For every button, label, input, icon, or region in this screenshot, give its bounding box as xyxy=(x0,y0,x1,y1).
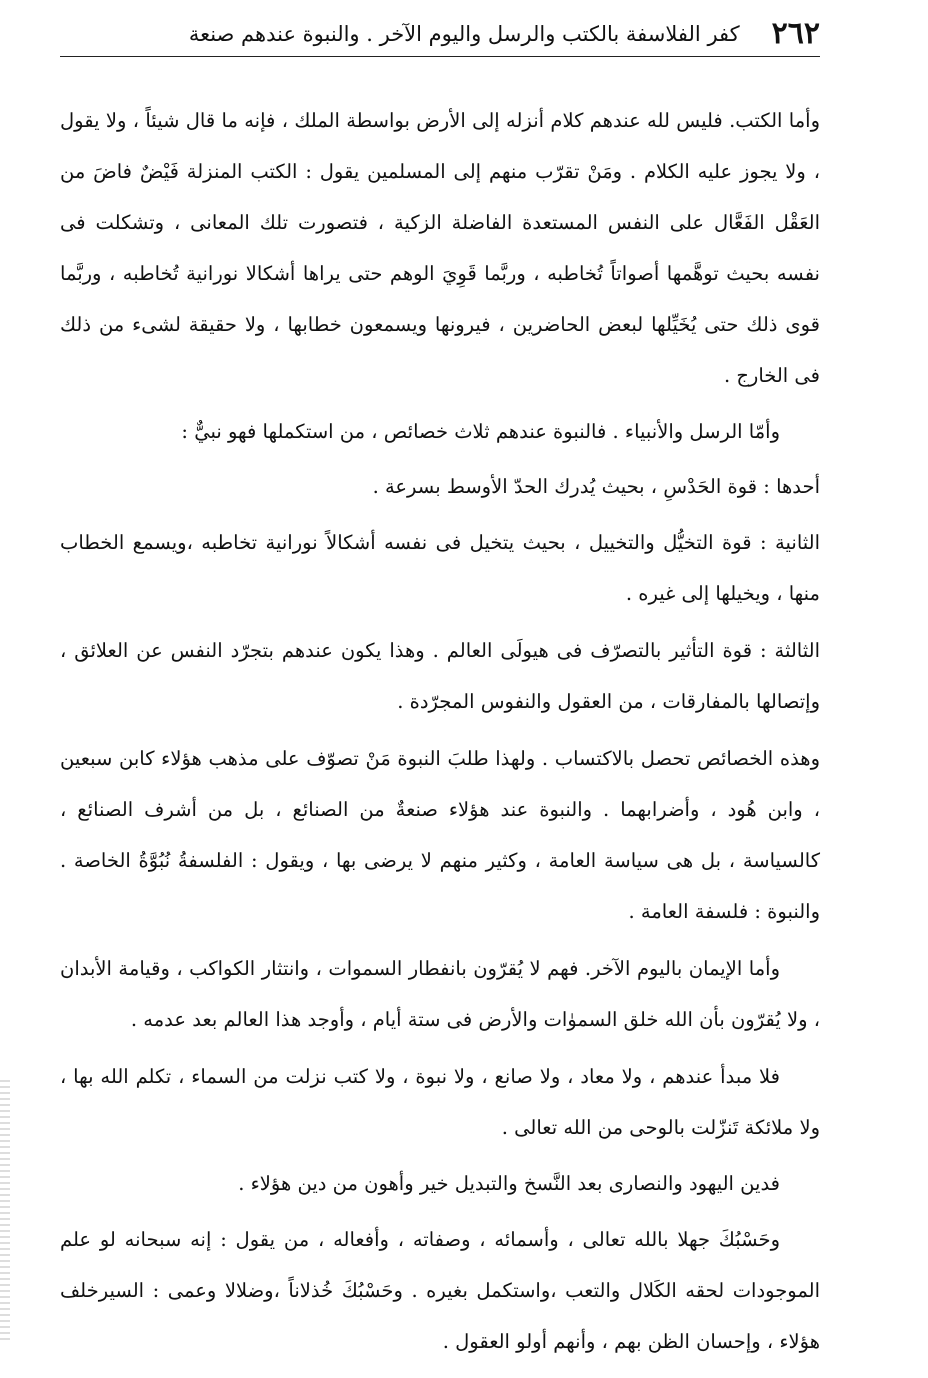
paragraph-last-day: وأما الإيمان باليوم الآخر. فهم لا يُقرّون بانفطار السموات ، وانتثار الكواكب ، وقيامة الأبدان ، ولا يُقرّون بأن الله خلق السموٰات والأرض فى ستة أيام ، وأوجد هذا العالم بعد عدمه . xyxy=(60,957,820,1031)
paragraph-jews-christians: فدين اليهود والنصارى بعد النَّسخ والتبديل خير وأهون من دين هؤلاء . xyxy=(238,1172,780,1195)
book-page xyxy=(60,8,820,1368)
running-title: كفر الفلاسفة بالكتب والرسل واليوم الآخر . والنبوة عندهم صنعة xyxy=(188,22,740,46)
page-number: ٢٦٢ xyxy=(771,16,820,51)
paragraph-books: وأما الكتب. فليس لله عندهم كلام أنزله إلى الأرض بواسطة الملك ، فإنه ما قال شيئاً ، ولا يقول ، ولا يجوز عليه الكلام . ومَنْ تقرّب منهم إلى المسلمين يقول : الكتب المنزلة فَيْضٌ فاضَ من العَقْل الفَعَّال على النفس المستعدة الفاضلة الزكية ، فتصورت تلك المعانى ، وتشكلت فى نفسه بحيث توهَّمها أصواتاً تُخاطبه ، وربَّما قَوِيَ الوهم حتى يراها أشكالا نورانية تُخاطبه ، وربَّما قوى ذلك حتى يُخَيِّلها لبعض الحاضرين ، فيرونها ويسمعون خطابها ، ولا حقيقة لشىء من ذلك فى الخارج . xyxy=(60,109,820,387)
page-body xyxy=(60,95,820,1367)
paragraph-prophets: وأمّا الرسل والأنبياء . فالنبوة عندهم ثلاث خصائص ، من استكملها فهو نبيٌّ : xyxy=(181,420,780,443)
paragraph-acquisition: وهذه الخصائص تحصل بالاكتساب . ولهذا طلبَ النبوة مَنْ تصوّف على مذهب هؤلاء كابن سبعين ، وابن هُود ، وأضرابهما . والنبوة عند هؤلاء صنعةٌ من الصنائع ، بل من أشرف الصنائع ، كالسياسة ، بل هى سياسة العامة ، وكثير منهم لا يرضى بها ، ويقول : الفلسفةُ نُبُوَّةُ الخاصة . والنبوة : فلسفة العامة . xyxy=(60,747,820,923)
page-header xyxy=(60,8,820,57)
paragraph-first-trait: أحدها : قوة الحَدْسِ ، بحيث يُدرك الحدّ الأوسط بسرعة . xyxy=(372,475,820,498)
scan-artifact xyxy=(0,1080,10,1340)
paragraph-ignorance: وحَسْبُكَ جهلا بالله تعالى ، وأسمائه ، وصفاته ، وأفعاله ، من يقول : إنه سبحانه لو علم الموجودات لحقه الكَلال والتعب ،واستكمل بغيره . وحَسْبُكَ خُذلاناً ،وضلالا وعمى : السيرخلف هؤلاء ، وإحسان الظن بهم ، وأنهم أولو العقول . xyxy=(60,1228,820,1353)
paragraph-no-origin: فلا مبدأ عندهم ، ولا معاد ، ولا صانع ، ولا نبوة ، ولا كتب نزلت من السماء ، تكلم الله بها ، ولا ملائكة تَنزّلت بالوحى من الله تعالى . xyxy=(60,1065,820,1139)
paragraph-third-trait: الثالثة : قوة التأثير بالتصرّف فى هيولَى العالم . وهذا يكون عندهم بتجرّد النفس عن العلائق ، وإتصالها بالمفارقات ، من العقول والنفوس المجرّدة . xyxy=(60,639,820,713)
paragraph-second-trait: الثانية : قوة التخيُّل والتخييل ، بحيث يتخيل فى نفسه أشكالاً نورانية تخاطبه ،ويسمع الخطاب منها ، ويخيلها إلى غيره . xyxy=(60,531,820,605)
